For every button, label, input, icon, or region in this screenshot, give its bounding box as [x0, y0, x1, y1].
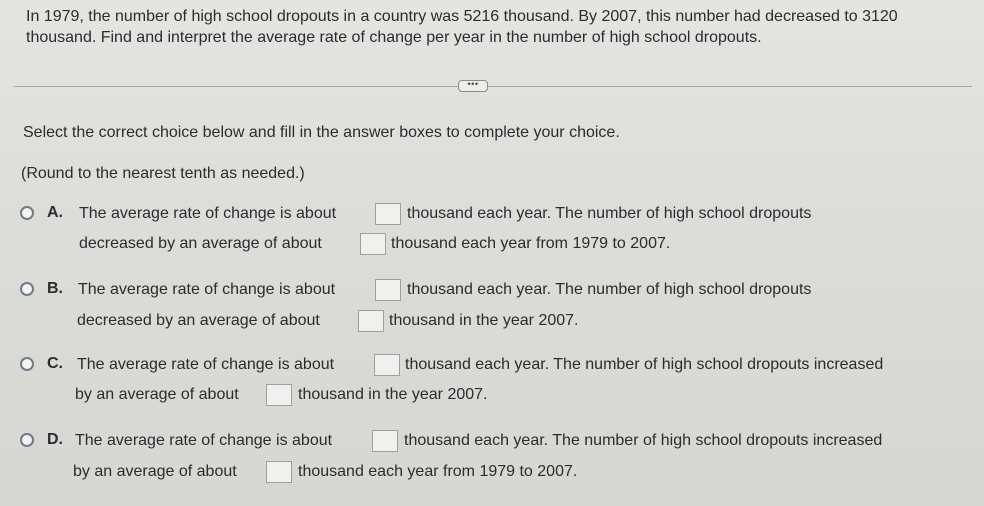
choice-letter-c: C. [47, 355, 63, 372]
choice-d[interactable] [20, 432, 975, 496]
choice-letter-d: D. [47, 431, 63, 448]
choice-a-line1-suffix: thousand each year. The number of high school dropouts [407, 205, 812, 222]
choice-b[interactable] [20, 281, 975, 345]
more-options-button[interactable]: ••• [458, 80, 488, 92]
answer-box-b1[interactable] [375, 279, 401, 301]
radio-button-c[interactable] [20, 357, 34, 371]
choice-b-line2-suffix: thousand in the year 2007. [389, 312, 579, 329]
instruction-text: Select the correct choice below and fill in the answer boxes to complete your choice. [23, 124, 620, 141]
choice-letter-b: B. [47, 280, 63, 297]
answer-box-a1[interactable] [375, 203, 401, 225]
choice-a[interactable] [20, 205, 975, 269]
section-divider [14, 86, 972, 87]
choice-d-line2-suffix: thousand each year from 1979 to 2007. [298, 463, 578, 480]
answer-box-c1[interactable] [374, 354, 400, 376]
choice-d-line1-prefix: The average rate of change is about [75, 432, 333, 449]
choice-b-line1-suffix: thousand each year. The number of high school dropouts [407, 281, 812, 298]
choice-c[interactable] [20, 356, 975, 420]
answer-box-d1[interactable] [372, 430, 398, 452]
choice-letter-a: A. [47, 204, 63, 221]
answer-box-b2[interactable] [358, 310, 384, 332]
choice-a-line2-prefix: decreased by an average of about [79, 235, 322, 252]
choice-a-line2-suffix: thousand each year from 1979 to 2007. [391, 235, 671, 252]
choice-c-line1-suffix: thousand each year. The number of high school dropouts increased [405, 356, 884, 373]
radio-button-b[interactable] [20, 282, 34, 296]
answer-box-c2[interactable] [266, 384, 292, 406]
choice-a-line1-prefix: The average rate of change is about [79, 205, 337, 222]
radio-button-a[interactable] [20, 206, 34, 220]
choice-c-line1-prefix: The average rate of change is about [77, 356, 335, 373]
answer-box-a2[interactable] [360, 233, 386, 255]
choice-b-line1-prefix: The average rate of change is about [78, 281, 336, 298]
choice-c-line2-suffix: thousand in the year 2007. [298, 386, 488, 403]
choice-d-line1-suffix: thousand each year. The number of high school dropouts increased [404, 432, 883, 449]
question-text: In 1979, the number of high school dropouts in a country was 5216 thousand. By 2007, this number had decreased to 3120 thousand. Find and interpret the average rate of change per year in the number of high school dropouts. [26, 8, 898, 46]
answer-box-d2[interactable] [266, 461, 292, 483]
radio-button-d[interactable] [20, 433, 34, 447]
rounding-note: (Round to the nearest tenth as needed.) [21, 165, 305, 182]
choice-b-line2-prefix: decreased by an average of about [77, 312, 320, 329]
choice-d-line2-prefix: by an average of about [73, 463, 237, 480]
choice-c-line2-prefix: by an average of about [75, 386, 239, 403]
